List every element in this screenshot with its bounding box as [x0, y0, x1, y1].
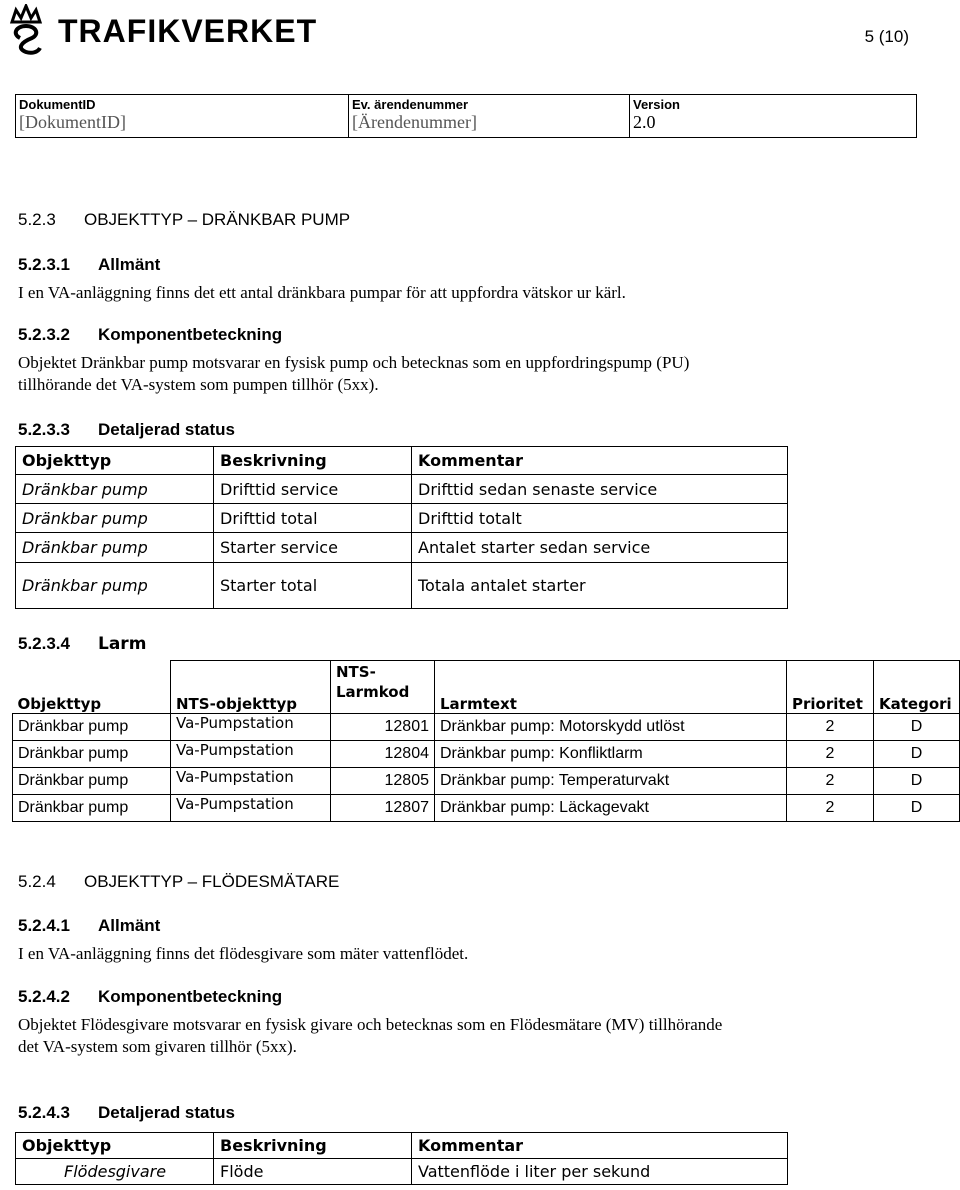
- paragraph-line: Objektet Flödesgivare motsvarar en fysisk givare och betecknas som en Flödesmätare (MV) tillhörande: [18, 1015, 723, 1034]
- column-header-line: NTS-: [336, 663, 376, 681]
- section-number: 5.2.3: [18, 210, 56, 229]
- meta-cell-version: [630, 95, 917, 138]
- table-cell: Dränkbar pump: [13, 714, 171, 741]
- subsection-heading: [18, 1103, 235, 1123]
- table-cell: Dränkbar pump: [16, 563, 214, 609]
- table-cell: 2: [787, 768, 874, 795]
- subsection-number: 5.2.3.3: [18, 420, 70, 439]
- column-header: Objekttyp: [16, 1133, 214, 1159]
- paragraph: [18, 1014, 722, 1058]
- table-cell: Va-Pumpstation: [171, 795, 331, 822]
- table-cell: Va-Pumpstation: [171, 768, 331, 795]
- table-cell: Drifttid sedan senaste service: [412, 475, 788, 504]
- table-cell: Drifttid totalt: [412, 504, 788, 533]
- table-row: [16, 533, 788, 563]
- meta-label: Ev. ärendenummer: [352, 97, 469, 112]
- meta-cell-case-number: [349, 95, 630, 138]
- section-heading: [18, 210, 350, 230]
- subsection-number: 5.2.3.2: [18, 325, 70, 344]
- column-header: Kategori: [874, 661, 960, 714]
- column-header: Prioritet: [787, 661, 874, 714]
- paragraph-line: Objektet Dränkbar pump motsvarar en fysisk pump och betecknas som en uppfordringspump (PU): [18, 353, 690, 372]
- subsection-heading: [18, 255, 160, 275]
- subsection-title: Detaljerad status: [98, 420, 235, 439]
- subsection-number: 5.2.3.4: [18, 634, 70, 653]
- table-cell: Starter total: [214, 563, 412, 609]
- table-row: [16, 563, 788, 609]
- table-cell: Dränkbar pump: [13, 741, 171, 768]
- subsection-number: 5.2.4.2: [18, 987, 70, 1006]
- trafikverket-logo: [6, 4, 317, 58]
- column-header: NTS-objekttyp: [171, 661, 331, 714]
- document-meta-table: [15, 94, 917, 138]
- table-cell: Dränkbar pump: [16, 504, 214, 533]
- paragraph-line: tillhörande det VA-system som pumpen tillhör (5xx).: [18, 375, 379, 394]
- column-header: Kommentar: [412, 447, 788, 475]
- table-row: [13, 795, 960, 822]
- table-cell: 12805: [331, 768, 435, 795]
- table-cell: Flödesgivare: [16, 1159, 214, 1185]
- subsection-title: Komponentbeteckning: [98, 987, 283, 1006]
- table-cell: D: [874, 714, 960, 741]
- table-cell: Vattenflöde i liter per sekund: [412, 1159, 788, 1185]
- subsection-number: 5.2.4.3: [18, 1103, 70, 1122]
- table-cell: 12801: [331, 714, 435, 741]
- subsection-heading: [18, 325, 282, 345]
- table-cell: Va-Pumpstation: [171, 714, 331, 741]
- table-cell: D: [874, 768, 960, 795]
- status-table: [15, 446, 788, 609]
- table-cell: Drifttid total: [214, 504, 412, 533]
- table-cell: Dränkbar pump: Motorskydd utlöst: [435, 714, 787, 741]
- table-cell: 12807: [331, 795, 435, 822]
- table-cell: Antalet starter sedan service: [412, 533, 788, 563]
- subsection-heading: [18, 634, 146, 654]
- column-header: Objekttyp: [13, 661, 171, 714]
- table-row: [13, 741, 960, 768]
- table-cell: Dränkbar pump: Läckagevakt: [435, 795, 787, 822]
- section-title: OBJEKTTYP – FLÖDESMÄTARE: [84, 872, 340, 891]
- subsection-heading: [18, 987, 282, 1007]
- column-header: Kommentar: [412, 1133, 788, 1159]
- table-row: [13, 714, 960, 741]
- subsection-title: Komponentbeteckning: [98, 325, 283, 344]
- column-header-line: Larmkod: [336, 683, 410, 701]
- column-header: Objekttyp: [16, 447, 214, 475]
- meta-label: Version: [633, 97, 680, 112]
- table-row: [16, 1159, 788, 1185]
- subsection-title: Allmänt: [98, 916, 161, 935]
- meta-value: [DokumentID]: [19, 112, 126, 132]
- paragraph: I en VA-anläggning finns det ett antal dränkbara pumpar för att uppfordra vätskor ur kärl.: [18, 283, 626, 302]
- subsection-number: 5.2.4.1: [18, 916, 70, 935]
- subsection-heading: [18, 420, 235, 440]
- table-cell: Dränkbar pump: [13, 795, 171, 822]
- subsection-number: 5.2.3.1: [18, 255, 70, 274]
- table-cell: Dränkbar pump: Temperaturvakt: [435, 768, 787, 795]
- logo-wordmark: TRAFIKVERKET: [58, 12, 318, 49]
- table-cell: Totala antalet starter: [412, 563, 788, 609]
- table-cell: Flöde: [214, 1159, 412, 1185]
- column-header: Beskrivning: [214, 447, 412, 475]
- paragraph: I en VA-anläggning finns det flödesgivare som mäter vattenflödet.: [18, 944, 469, 963]
- column-header: Beskrivning: [214, 1133, 412, 1159]
- table-cell: Dränkbar pump: [13, 768, 171, 795]
- table-cell: Dränkbar pump: [16, 533, 214, 563]
- alarm-header-row: [13, 661, 960, 714]
- table-cell: Drifttid service: [214, 475, 412, 504]
- subsection-title: Larm: [98, 634, 147, 654]
- subsection-heading: [18, 916, 160, 936]
- meta-label: DokumentID: [19, 97, 96, 112]
- table-cell: Starter service: [214, 533, 412, 563]
- table-cell: D: [874, 795, 960, 822]
- section-title: OBJEKTTYP – DRÄNKBAR PUMP: [84, 210, 351, 229]
- paragraph-line: det VA-system som givaren tillhör (5xx).: [18, 1037, 297, 1056]
- subsection-title: Detaljerad status: [98, 1103, 235, 1122]
- table-cell: D: [874, 741, 960, 768]
- table-cell: 12804: [331, 741, 435, 768]
- paragraph: [18, 352, 689, 396]
- table-cell: 2: [787, 741, 874, 768]
- table-cell: 2: [787, 714, 874, 741]
- column-header: Larmtext: [435, 661, 787, 714]
- table-cell: Dränkbar pump: Konfliktlarm: [435, 741, 787, 768]
- table-cell: 2: [787, 795, 874, 822]
- section-heading: [18, 872, 339, 892]
- table-row: [13, 768, 960, 795]
- table-cell: Va-Pumpstation: [171, 741, 331, 768]
- column-header: [331, 661, 435, 714]
- table-row: [16, 504, 788, 533]
- subsection-title: Allmänt: [98, 255, 161, 274]
- alarm-table: [12, 660, 960, 822]
- meta-value: [Ärendenummer]: [352, 112, 477, 132]
- meta-value: 2.0: [633, 112, 656, 132]
- meta-cell-document-id: [16, 95, 349, 138]
- table-cell: Dränkbar pump: [16, 475, 214, 504]
- table-row: [16, 475, 788, 504]
- section-number: 5.2.4: [18, 872, 56, 891]
- page-number: 5 (10): [864, 27, 909, 46]
- crown-emblem-icon: [6, 4, 46, 58]
- flow-status-table: [15, 1132, 788, 1185]
